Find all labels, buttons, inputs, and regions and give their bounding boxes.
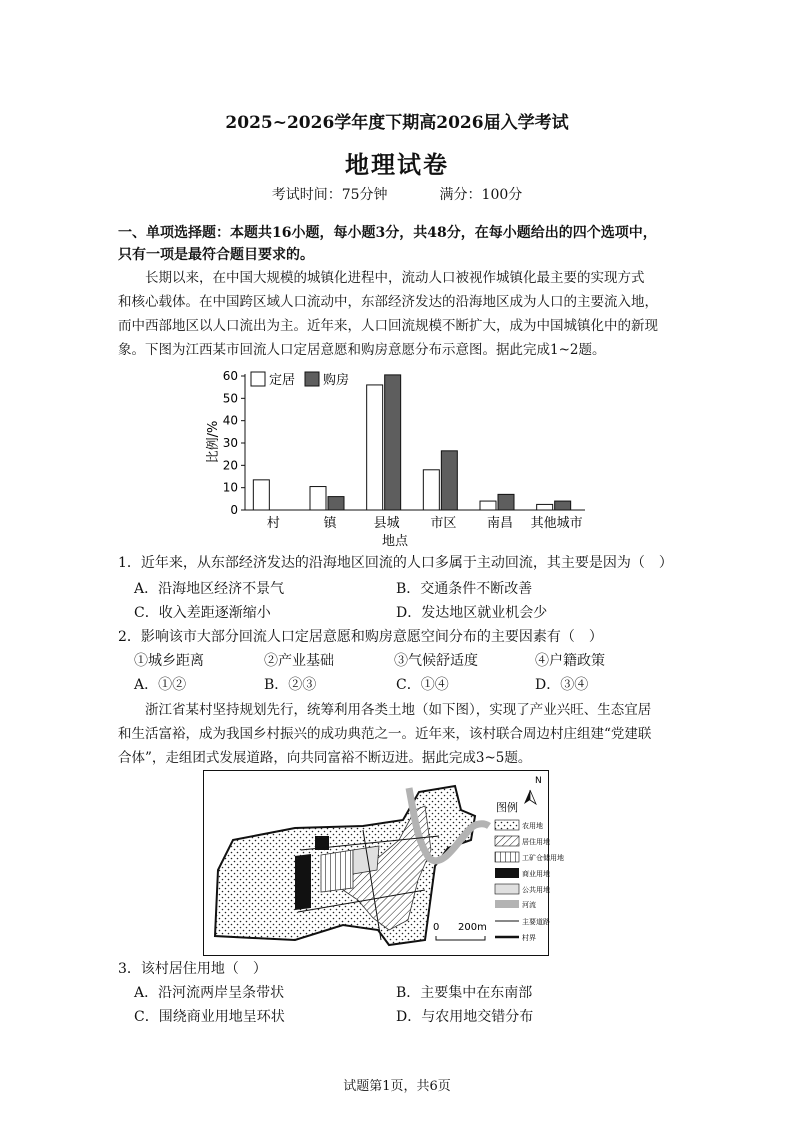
q1-option-a[interactable]: A．沿海地区经济不景气 [134,581,285,597]
bar-dingju [367,385,383,510]
land-use-map [203,770,564,956]
passage-2 [118,698,688,770]
y-tick-label: 30 [222,436,238,450]
q2-option-a[interactable]: A．①② [134,677,187,693]
legend-boundary: 村界 [522,934,536,942]
legend-residential: 居住用地 [522,838,550,846]
q2-factor-2: ②产业基础 [264,653,334,669]
section-heading-line: 一、单项选择题：本题共16小题，每小题3分，共48分，在每小题给出的四个选项中， [118,225,657,241]
subject-title: 地理试卷 [345,150,449,179]
exam-time: 考试时间：75分钟 [271,187,388,203]
passage-line: 长期以来，在中国大规模的城镇化进程中，流动人口被视作城镇化最主要的实现方式 [145,270,645,286]
y-tick-label: 40 [222,413,238,428]
legend-public: 公共用地 [522,886,550,894]
q3-option-d[interactable]: D．与农用地交错分布 [396,1009,534,1025]
x-tick-label: 南昌 [486,516,514,531]
industrial-area [321,850,353,892]
legend-river-swatch [495,900,519,908]
north-label: N [535,776,542,786]
x-tick-label: 镇 [323,516,337,531]
x-tick-label: 市区 [430,516,457,531]
q2-option-c[interactable]: C．①④ [396,677,449,693]
section-heading-line: 只有一项是最符合题目要求的。 [118,247,314,263]
legend-farmland-swatch [495,820,519,830]
passage-line: 合体”，走组团式发展道路，向共同富裕不断迈进。据此完成3~5题。 [118,750,532,766]
q1-option-d[interactable]: D．发达地区就业机会少 [396,605,548,621]
q1-option-c[interactable]: C．收入差距逐渐缩小 [134,605,271,621]
y-tick-label: 50 [222,391,238,406]
section-heading [118,222,688,266]
legend-road: 主要道路 [522,918,550,926]
chart-ylabel: 比例/% [206,420,221,464]
bar-dingju [480,501,496,510]
bar-goufang [328,497,344,510]
x-tick-label: 县城 [373,516,400,531]
bar-goufang [498,494,514,510]
legend-farmland: 农用地 [522,822,543,830]
y-tick-label: 10 [222,480,238,495]
scale-label: 200m [458,922,487,933]
passage-1 [118,266,688,362]
question-2-stem: 2．影响该市大部分回流人口定居意愿和购房意愿空间分布的主要因素有（ ） [118,629,603,645]
passage-line: 象。下图为江西某市回流人口定居意愿和购房意愿分布示意图。据此完成1~2题。 [118,342,606,358]
legend-residential-swatch [495,836,519,846]
chart-xlabel: 地点 [381,534,409,549]
q3-option-b[interactable]: B．主要集中在东南部 [396,985,533,1001]
legend-commercial-swatch [495,868,519,878]
y-tick-label: 20 [222,458,238,473]
passage-line: 浙江省某村坚持规划先行，统筹利用各类土地（如下图），实现了产业兴旺、生态宜居 [145,702,652,718]
page-footer: 试题第1页，共6页 [343,1079,451,1094]
legend-industrial-swatch [495,852,519,862]
q2-option-b[interactable]: B．②③ [264,677,317,693]
map-legend-title: 图例 [496,801,518,814]
y-tick-label: 60 [222,369,238,383]
commercial-area [295,854,311,910]
passage-line: 而中西部地区以人口流出为主。近年来，人口回流规模不断扩大，成为中国城镇化中的新现 [118,318,658,334]
exam-meta [0,184,794,204]
q2-factor-1: ①城乡距离 [134,653,204,669]
legend-swatch-goufang [305,372,319,386]
legend-public-swatch [495,884,519,894]
bar-goufang [441,451,457,510]
exam-score: 满分：100分 [439,187,523,203]
passage-line: 和核心载体。在中国跨区域人口流动中，东部经济发达的沿海地区成为人口的主要流入地， [118,294,658,310]
legend-river: 河流 [522,901,536,909]
chart-bars [253,375,570,510]
question-3-stem: 3．该村居住用地（ ） [118,961,267,977]
legend-commercial: 商业用地 [522,870,550,878]
bar-dingju [310,487,326,510]
q3-option-c[interactable]: C．围绕商业用地呈环状 [134,1009,285,1025]
legend-swatch-dingju [251,372,265,386]
chart-axes [241,374,585,510]
bar-dingju [423,470,439,510]
bar-chart [195,362,605,552]
chart-legend [251,372,349,388]
q2-factor-3: ③气候舒适度 [394,653,478,669]
bar-goufang [555,501,571,510]
y-tick-label: 0 [230,503,238,517]
q2-option-d[interactable]: D．③④ [535,677,589,693]
scale-zero: 0 [433,922,440,933]
legend-label-dingju: 定居 [269,373,296,388]
legend-industrial: 工矿仓储用地 [522,854,564,862]
q1-option-b[interactable]: B．交通条件不断改善 [396,581,533,597]
chart-labels [223,369,583,531]
bar-dingju [253,480,269,510]
bar-dingju [537,504,553,510]
legend-label-goufang: 购房 [323,373,350,388]
q2-factor-4: ④户籍政策 [535,653,605,669]
q3-option-a[interactable]: A．沿河流两岸呈条带状 [134,985,285,1001]
exam-title: 2025~2026学年度下期高2026届入学考试 [225,113,569,133]
passage-line: 和生活富裕，成为我国乡村振兴的成功典范之一。近年来，该村联合周边村庄组建“党建联 [118,726,652,742]
x-tick-label: 其他城市 [530,516,583,531]
bar-goufang [385,375,401,510]
question-1-stem: 1．近年来，从东部经济发达的沿海地区回流的人口多属于主动回流，其主要是因为（ ） [118,555,673,571]
x-tick-label: 村 [266,516,280,531]
